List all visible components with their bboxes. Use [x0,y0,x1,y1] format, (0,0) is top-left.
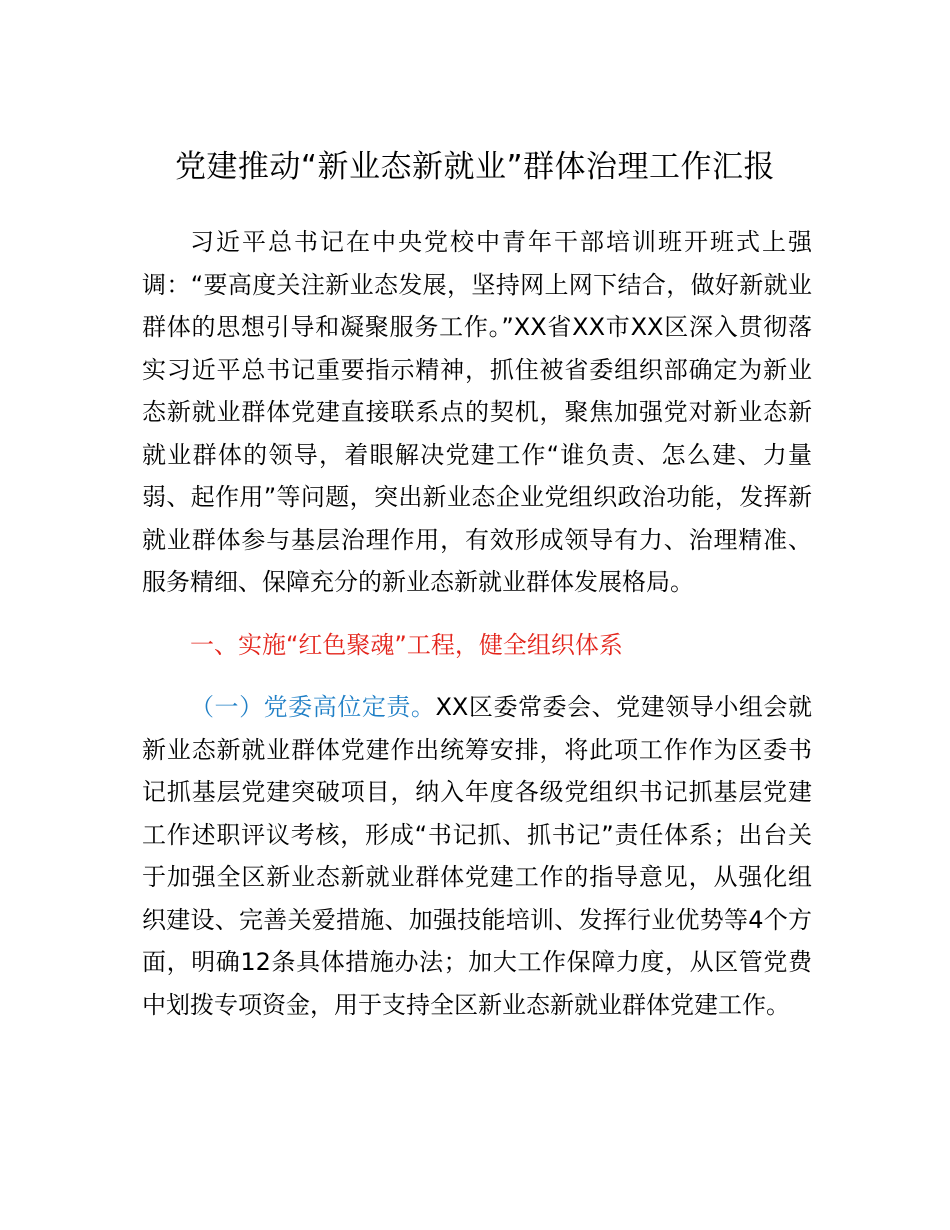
subsection-paragraph [142,686,812,1026]
subsection-text: XX区委常委会、党建领导小组会就新业态新就业群体党建作出统筹安排，将此项工作作为区委书记抓基层党建突破项目，纳入年度各级党组织书记抓基层党建工作述职评议考核，形成“书记抓、抓书记”责任体系；出台关于加强全区新业态新就业群体党建工作的指导意见，从强化组织建设、完善关爱措施、加强技能培训、发挥行业优势等4个方面，明确12条具体措施办法；加大工作保障力度，从区管党费中划拨专项资金，用于支持全区新业态新就业群体党建工作。 [142,693,812,1019]
document-title: 党建推动“新业态新就业”群体治理工作汇报 [174,149,776,185]
intro-paragraph: 习近平总书记在中央党校中青年干部培训班开班式上强调：“要高度关注新业态发展，坚持网上网下结合，做好新就业群体的思想引导和凝聚服务工作。”XX省XX市XX区深入贯彻落实习近平总书记重要指示精神，抓住被省委组织部确定为新业态新就业群体党建直接联系点的契机，聚焦加强党对新业态新就业群体的领导，着眼解决党建工作“谁负责、怎么建、力量弱、起作用”等问题，突出新业态企业党组织政治功能，发挥新就业群体参与基层治理作用，有效形成领导有力、治理精准、服务精细、保障充分的新业态新就业群体发展格局。 [142,228,812,596]
section-heading: 一、实施“红色聚魂”工程，健全组织体系 [190,631,623,659]
subsection-heading: （一）党委高位定责。 [190,693,436,721]
